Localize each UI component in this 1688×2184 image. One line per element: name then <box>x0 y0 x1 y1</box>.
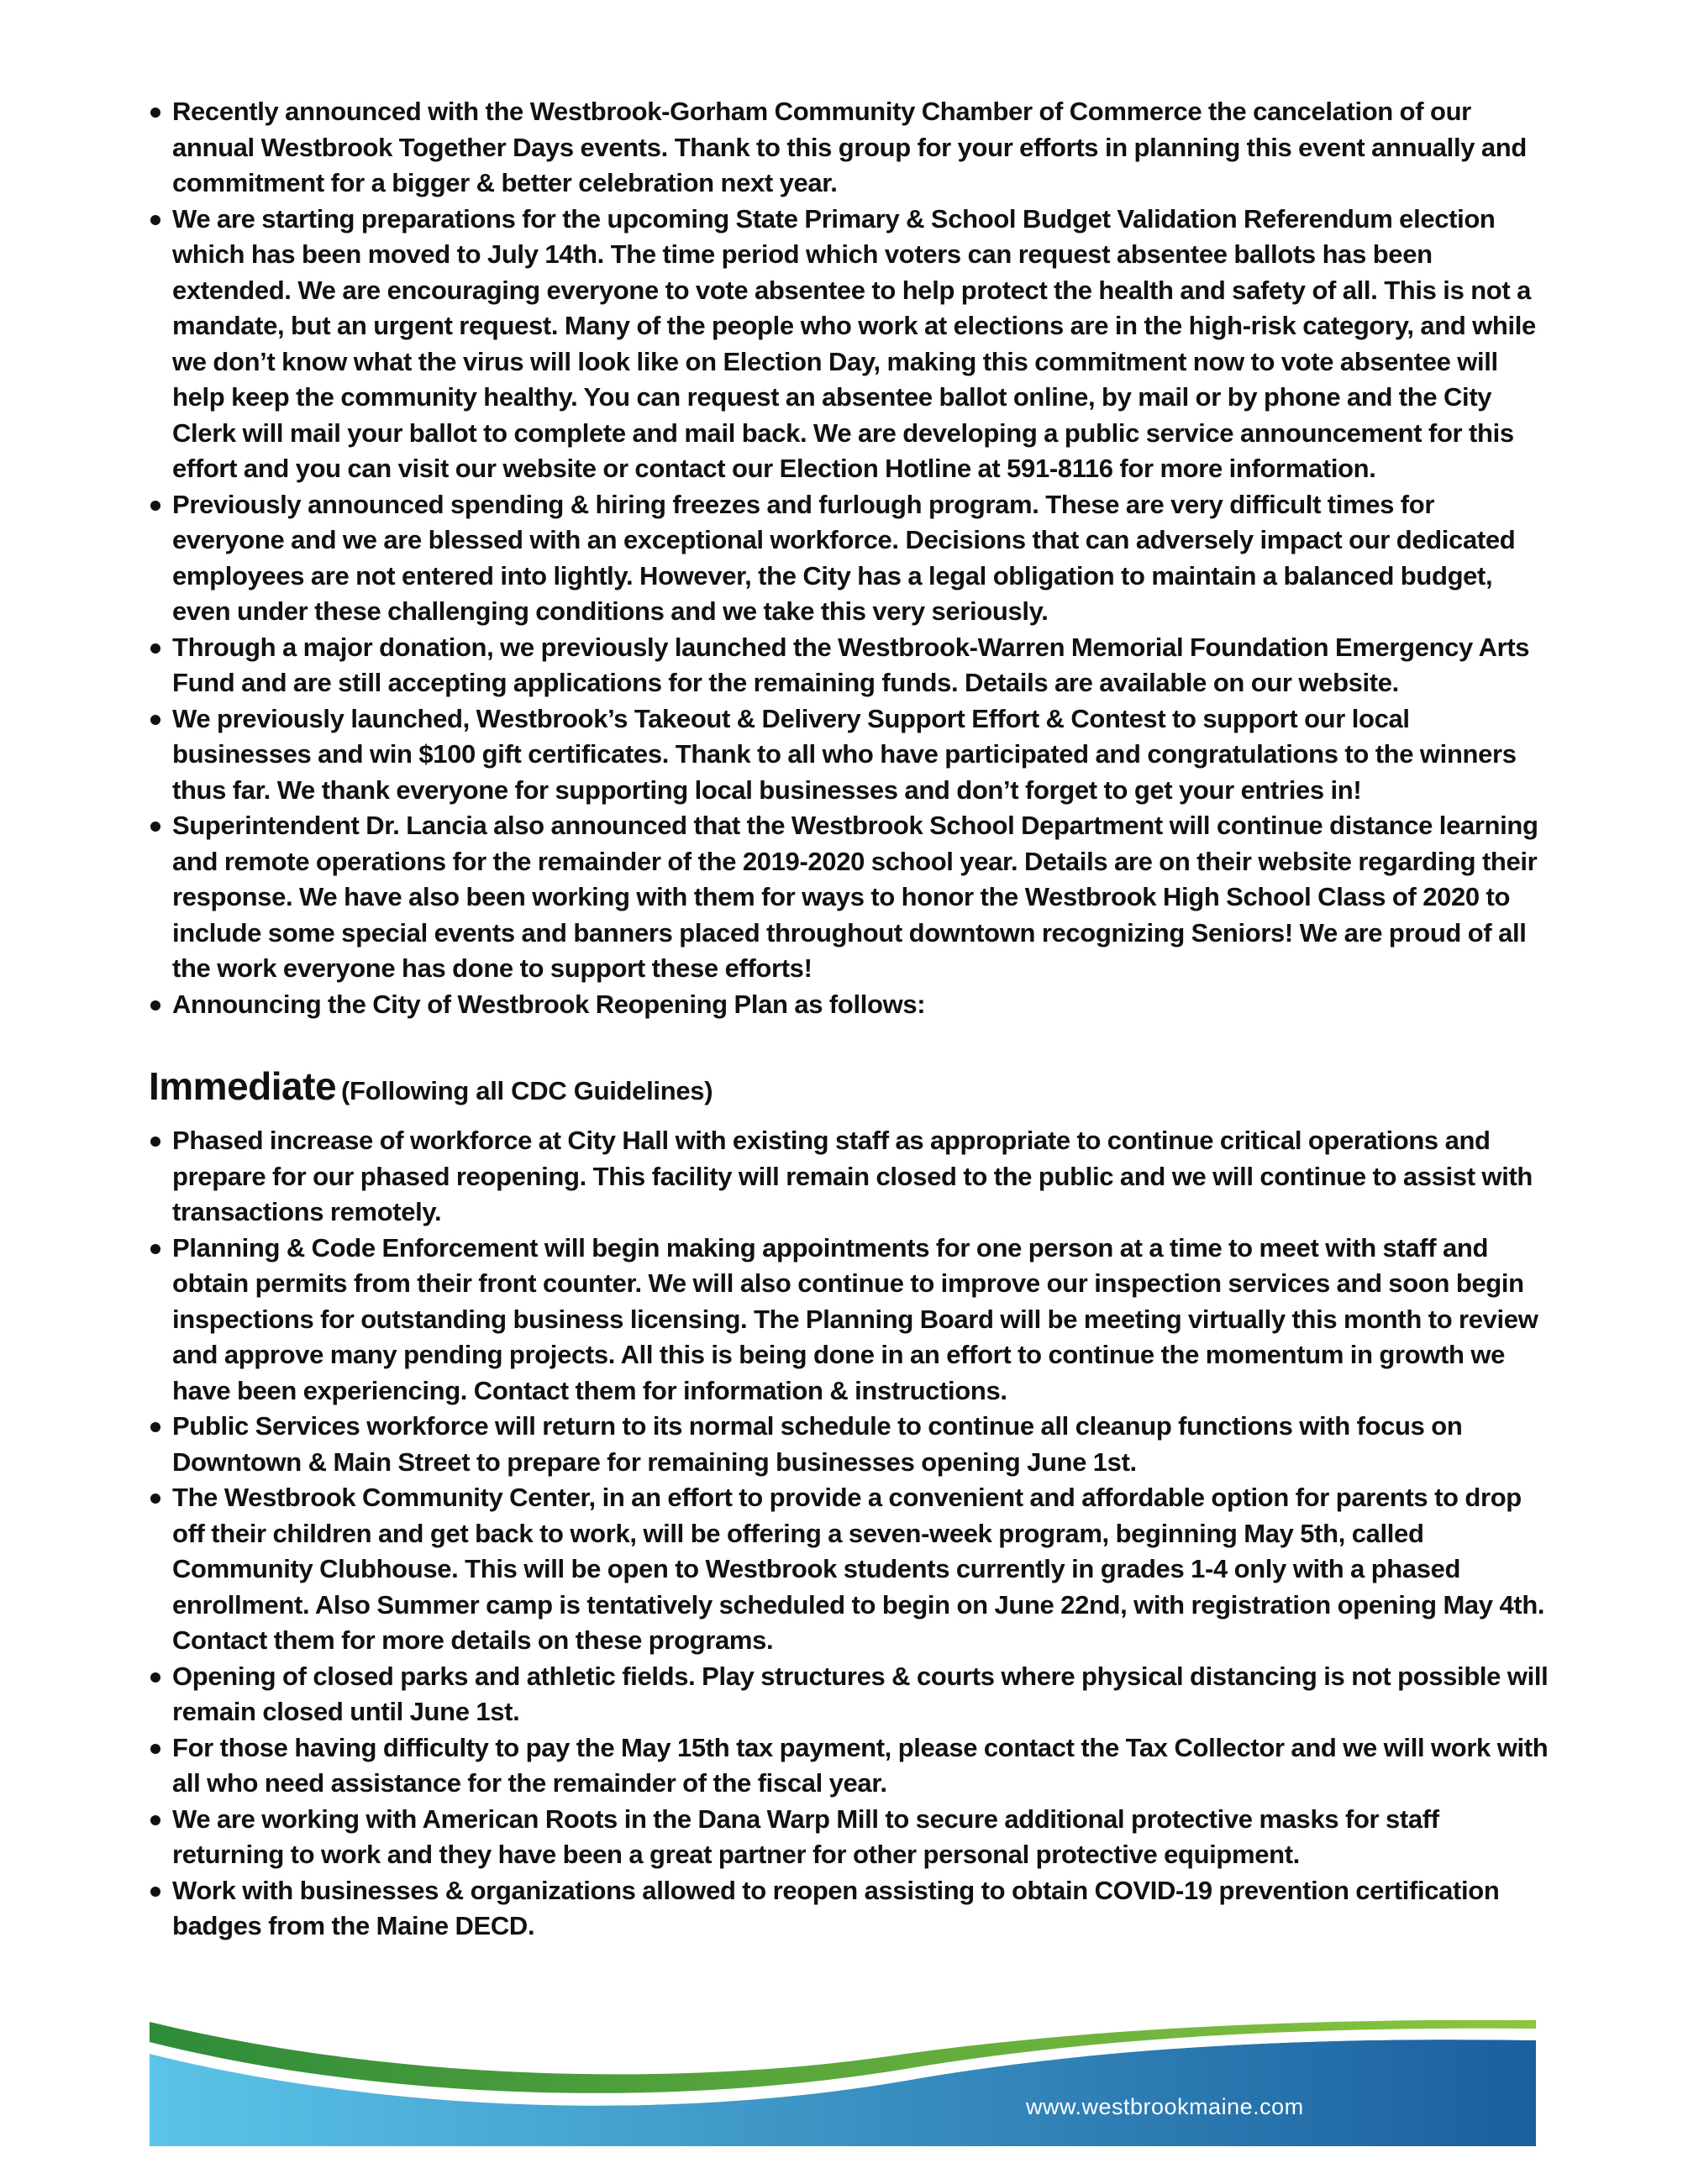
list-item <box>149 1873 1552 1945</box>
bullet-icon <box>150 1815 160 1825</box>
bullet-icon <box>150 715 160 725</box>
list-item-text: We previously launched, Westbrook’s Takeout & Delivery Support Effort & Contest to support our local businesses and win $100 gift certificates. Thank to all who have participated and congratulations to the winners thus far. We thank everyone for supporting local businesses and don’t forget to get your entries in! <box>172 703 1517 805</box>
section-heading <box>149 1063 1552 1120</box>
list-item <box>149 1480 1552 1659</box>
list-item-text: Opening of closed parks and athletic fields. Play structures & courts where physical distancing is not possible will remain closed until June 1st. <box>172 1661 1549 1726</box>
page-content <box>149 94 1552 1945</box>
list-item <box>149 987 1552 1023</box>
list-item-text: We are starting preparations for the upcoming State Primary & School Budget Validation Referendum election which has been moved to July 14th. The time period which voters can request absentee ballots has been extended. We are encouraging everyone to vote absentee to help protect the health and safety of all. This is not a mandate, but an urgent request. Many of the people who work at elections are in the high-risk category, and while we don’t know what the virus will look like on Election Day, making this commitment now to vote absentee will help keep the community healthy. You can request an absentee ballot online, by mail or by phone and the City Clerk will mail your ballot to complete and mail back. We are developing a public service announcement for this effort and you can visit our website or contact our Election Hotline at 591-8116 for more information. <box>172 203 1536 483</box>
list-item-text: We are working with American Roots in the Dana Warp Mill to secure additional protective masks for staff returning to work and they have been a great partner for other personal protective equipment. <box>172 1803 1439 1869</box>
list-item-text: Planning & Code Enforcement will begin making appointments for one person at a time to meet with staff and obtain permits from their front counter. We will also continue to improve our inspection services and soon begin inspections for outstanding business licensing. The Planning Board will be meeting virtually this month to review and approve many pending projects. All this is being done in an effort to continue the momentum in growth we have been experiencing. Contact them for information & instructions. <box>172 1232 1538 1405</box>
list-item <box>149 1659 1552 1730</box>
bullet-icon <box>150 643 160 654</box>
list-item-text: Public Services workforce will return to its normal schedule to continue all cleanup functions with focus on Downtown & Main Street to prepare for remaining businesses opening June 1st. <box>172 1411 1463 1477</box>
list-item <box>149 1123 1552 1231</box>
intro-bullet-list <box>149 94 1552 1022</box>
list-item <box>149 94 1552 202</box>
list-item <box>149 1802 1552 1873</box>
list-item-text: Through a major donation, we previously launched the Westbrook-Warren Memorial Foundation Emergency Arts Fund and are still accepting applications for the remaining funds. Details are available on our website. <box>172 632 1530 697</box>
list-item-text: Recently announced with the Westbrook-Gorham Community Chamber of Commerce the cancelation of our annual Westbrook Together Days events. Thank to this group for your efforts in planning this event annually and commitment for a bigger & better celebration next year. <box>172 97 1527 197</box>
immediate-bullet-list <box>149 1123 1552 1945</box>
list-item <box>149 808 1552 987</box>
list-item <box>149 1730 1552 1802</box>
footer-blue-wave <box>150 2040 1536 2146</box>
list-item-text: Announcing the City of Westbrook Reopening Plan as follows: <box>172 989 926 1019</box>
bullet-icon <box>150 1887 160 1897</box>
list-item <box>149 202 1552 487</box>
section-title: Immediate <box>149 1064 337 1108</box>
section-subtitle: (Following all CDC Guidelines) <box>341 1076 713 1105</box>
list-item-text: Superintendent Dr. Lancia also announced that the Westbrook School Department will continue distance learning and remote operations for the remainder of the 2019-2020 school year. Details are on their website regarding their response. We have also been working with them for ways to honor the Westbrook High School Class of 2020 to include some special events and banners placed throughout downtown recognizing Seniors! We are proud of all the work everyone has done to support these efforts! <box>172 811 1538 983</box>
bullet-icon <box>150 108 160 118</box>
bullet-icon <box>150 1244 160 1254</box>
footer-wave-graphic <box>150 2020 1536 2146</box>
bullet-icon <box>150 822 160 832</box>
footer-banner <box>150 2020 1536 2146</box>
list-item-text: Work with businesses & organizations allowed to reopen assisting to obtain COVID-19 prevention certification badges from the Maine DECD. <box>172 1875 1500 1940</box>
bullet-icon <box>150 1137 160 1147</box>
list-item <box>149 1231 1552 1410</box>
bullet-icon <box>150 1744 160 1754</box>
bullet-icon <box>150 501 160 511</box>
list-item-text: For those having difficulty to pay the May 15th tax payment, please contact the Tax Collector and we will work with all who need assistance for the remainder of the fiscal year. <box>172 1732 1549 1798</box>
bullet-icon <box>150 1494 160 1504</box>
list-item <box>149 701 1552 809</box>
list-item <box>149 487 1552 630</box>
list-item <box>149 1409 1552 1480</box>
list-item-text: Phased increase of workforce at City Hall with existing staff as appropriate to continue critical operations and prepare for our phased reopening. This facility will remain closed to the public and we will continue to assist with transactions remotely. <box>172 1126 1533 1226</box>
list-item-text: Previously announced spending & hiring freezes and furlough program. These are very difficult times for everyone and we are blessed with an exceptional workforce. Decisions that can adversely impact our dedicated employees are not entered into lightly. However, the City has a legal obligation to maintain a balanced budget, even under these challenging conditions and we take this very seriously. <box>172 489 1516 626</box>
list-item-text: The Westbrook Community Center, in an effort to provide a convenient and affordable option for parents to drop off their children and get back to work, will be offering a seven-week program, beginning May 5th, called Community Clubhouse. This will be open to Westbrook students currently in grades 1-4 only with a phased enrollment. Also Summer camp is tentatively scheduled to begin on June 22nd, with registration opening May 4th. Contact them for more details on these programs. <box>172 1483 1545 1655</box>
bullet-icon <box>150 215 160 225</box>
bullet-icon <box>150 1000 160 1011</box>
bullet-icon <box>150 1422 160 1432</box>
footer-website: www.westbrookmaine.com <box>1026 2094 1304 2119</box>
bullet-icon <box>150 1672 160 1683</box>
list-item <box>149 630 1552 701</box>
